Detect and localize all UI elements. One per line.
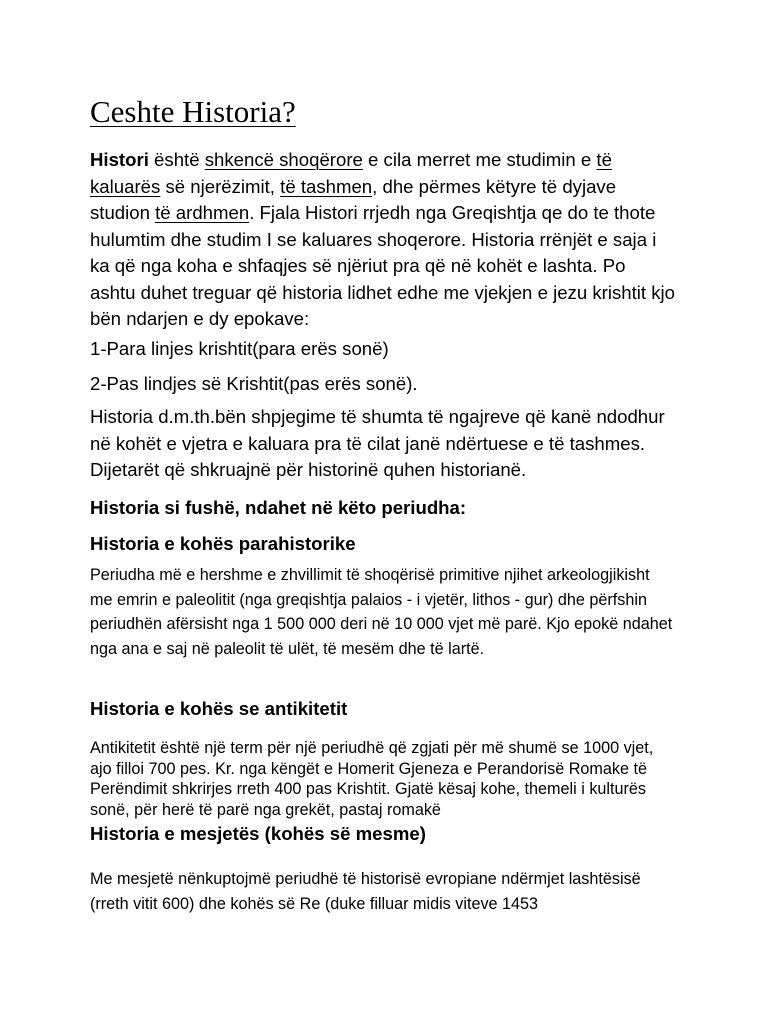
- section-text-antiquity: Antikitetit është një term për një periudhë që zgjati për më shumë se 1000 vjet, ajo filloi 700 pes. Kr. nga këngët e Homerit Gjeneza e Perandorisë Romake të Perëndimit shkrirjes rreth 400 pas Krishtit. Gjatë kësaj kohe, themeli i kulturës sonë, për herë të parë nga grekët, pastaj romakë: [90, 739, 654, 819]
- link-te-kaluares[interactable]: të kaluarës: [90, 149, 612, 197]
- section-heading-fields: Historia si fushë, ndahet në këto periudha:: [90, 497, 467, 518]
- intro-text-2: e cila merret me studimin e: [362, 149, 597, 170]
- link-te-ardhmen[interactable]: të ardhmen: [155, 202, 250, 223]
- link-shkence-shoqerore[interactable]: shkencë shoqërore: [204, 149, 363, 170]
- intro-text-5: . Fjala Histori rrjedh nga Greqishtja qe do te thote hulumtim dhe studim I se kaluares shoqerore. Historia rrënjët e saja i ka që nga koha e shfaqjes së njëriut pra që në kohët e lashta. Po ashtu duhet treguar që historia lidhet edhe me vjekjen e jezu krishtit kjo bën ndarjen e dy epokave:: [90, 202, 676, 329]
- history-definition-paragraph: Historia d.m.th.bën shpjegime të shumta të ngajreve që kanë ndodhur në kohët e vjetra e kaluara pra të cilat janë ndërtuese e të tashmes. Dijetarët që shkruajnë për historinë quhen historianë.: [90, 406, 665, 480]
- section-text-prehistoric: Periudha më e hershme e zhvillimit të shoqërisë primitive njihet arkeologjikisht me emrin e paleolitit (nga greqishtja palaios - i vjetër, lithos - gur) dhe përfshin periudhën afërsisht nga 1 500 000 deri në 10 000 vjet më parë. Kjo epokë ndahet nga ana e saj në paleolit të ulët, të mesëm dhe të lartë.: [90, 566, 673, 658]
- list-item: 2-Pas lindjes së Krishtit(pas erës sonë).: [90, 373, 418, 394]
- intro-term: Histori: [90, 149, 149, 170]
- intro-paragraph: [90, 147, 675, 333]
- link-te-tashmen[interactable]: të tashmen: [280, 175, 373, 197]
- section-heading-middle-ages: Historia e mesjetës (kohës së mesme): [90, 823, 426, 844]
- section-text-middle-ages: Me mesjetë nënkuptojmë periudhë të historisë evropiane ndërmjet lashtësisë (rreth vitit 600) dhe kohës së Re (duke filluar midis viteve 1453: [90, 870, 641, 913]
- section-heading-antiquity: Historia e kohës se antikitetit: [90, 698, 348, 719]
- list-item: 1-Para linjes krishtit(para erës sonë): [90, 338, 389, 359]
- document-title: Ceshte Historia?: [90, 94, 296, 129]
- section-heading-prehistoric: Historia e kohës parahistorike: [90, 533, 356, 554]
- intro-text-4: , dhe përmes këtyre të dyjave studion: [90, 175, 617, 223]
- intro-text-1: është: [148, 149, 205, 170]
- intro-text-3: së njerëzimit,: [160, 175, 281, 197]
